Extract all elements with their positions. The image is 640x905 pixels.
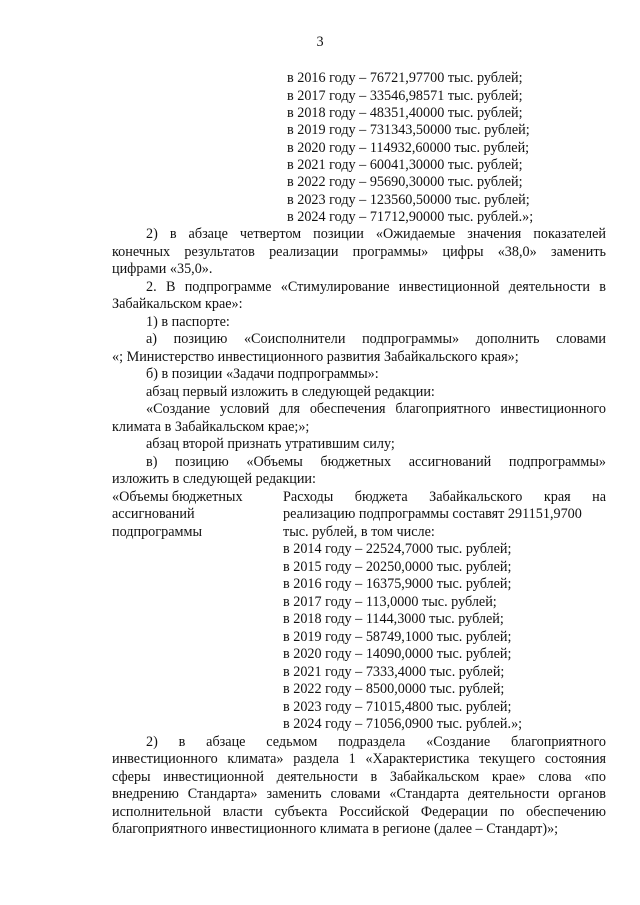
table-right-line: реализацию подпрограммы составят 291151,9700 [283, 506, 582, 522]
paragraph-line: инвестиционного климата» раздела 1 «Характеристика текущего состояния [112, 751, 606, 767]
funding-line: в 2016 году – 76721,97700 тыс. рублей; [287, 70, 523, 86]
section-heading-line: Забайкальском крае»: [112, 296, 243, 312]
table-right-line: тыс. рублей, в том числе: [283, 524, 435, 540]
funding-line: в 2021 году – 60041,30000 тыс. рублей; [287, 157, 523, 173]
funding-line: в 2024 году – 71712,90000 тыс. рублей.»; [287, 209, 534, 225]
paragraph-line: благоприятного инвестиционного климата в регионе (далее – Стандарт)»; [112, 821, 559, 837]
table-year-line: в 2022 году – 8500,0000 тыс. рублей; [283, 681, 505, 697]
table-year-line: в 2017 году – 113,0000 тыс. рублей; [283, 594, 497, 610]
paragraph-line: а) позицию «Соисполнители подпрограммы» дополнить словами [146, 331, 606, 347]
table-year-line: в 2016 году – 16375,9000 тыс. рублей; [283, 576, 512, 592]
funding-line: в 2020 году – 114932,60000 тыс. рублей; [287, 140, 530, 156]
table-year-line: в 2023 году – 71015,4800 тыс. рублей; [283, 699, 512, 715]
paragraph-line: абзац второй признать утратившим силу; [146, 436, 395, 452]
table-year-line: в 2024 году – 71056,0900 тыс. рублей.»; [283, 716, 523, 732]
paragraph-line: 2) в абзаце седьмом подраздела «Создание благоприятного [146, 734, 606, 750]
quote-line: «Создание условий для обеспечения благоприятного инвестиционного [146, 401, 606, 417]
table-year-line: в 2021 году – 7333,4000 тыс. рублей; [283, 664, 505, 680]
paragraph-line: цифрами «35,0». [112, 261, 213, 277]
list-item: 1) в паспорте: [146, 314, 230, 330]
table-year-line: в 2019 году – 58749,1000 тыс. рублей; [283, 629, 512, 645]
paragraph-line: исполнительной власти субъекта Российской Федерации по обеспечению [112, 804, 606, 820]
funding-line: в 2023 году – 123560,50000 тыс. рублей; [287, 192, 530, 208]
list-item: б) в позиции «Задачи подпрограммы»: [146, 366, 379, 382]
table-year-line: в 2018 году – 1144,3000 тыс. рублей; [283, 611, 504, 627]
paragraph-line: сферы инвестиционной деятельности в Забайкальском крае» слова «по [112, 769, 606, 785]
table-left-cell: ассигнований [112, 506, 195, 522]
section-heading-line: 2. В подпрограмме «Стимулирование инвестиционной деятельности в [146, 279, 606, 295]
table-year-line: в 2014 году – 22524,7000 тыс. рублей; [283, 541, 512, 557]
table-year-line: в 2015 году – 20250,0000 тыс. рублей; [283, 559, 512, 575]
paragraph-line: конечных результатов реализации программы» цифры «38,0» заменить [112, 244, 606, 260]
funding-line: в 2022 году – 95690,30000 тыс. рублей; [287, 174, 523, 190]
paragraph-line: «; Министерство инвестиционного развития Забайкальского края»; [112, 349, 519, 365]
page-number: 3 [316, 34, 324, 50]
paragraph-line: в) позицию «Объемы бюджетных ассигнований подпрограммы» [146, 454, 606, 470]
funding-line: в 2019 году – 731343,50000 тыс. рублей; [287, 122, 530, 138]
paragraph-line: абзац первый изложить в следующей редакции: [146, 384, 435, 400]
table-left-cell: «Объемы бюджетных [112, 489, 243, 505]
table-left-cell: подпрограммы [112, 524, 202, 540]
paragraph-line: внедрению Стандарта» заменить словами «Стандарта деятельности органов [112, 786, 606, 802]
paragraph-line: изложить в следующей редакции: [112, 471, 316, 487]
table-year-line: в 2020 году – 14090,0000 тыс. рублей; [283, 646, 512, 662]
quote-line: климата в Забайкальском крае;»; [112, 419, 310, 435]
paragraph-line: 2) в абзаце четвертом позиции «Ожидаемые значения показателей [146, 226, 606, 242]
funding-line: в 2018 году – 48351,40000 тыс. рублей; [287, 105, 523, 121]
table-right-line: Расходы бюджета Забайкальского края на [283, 489, 606, 505]
funding-line: в 2017 году – 33546,98571 тыс. рублей; [287, 88, 523, 104]
